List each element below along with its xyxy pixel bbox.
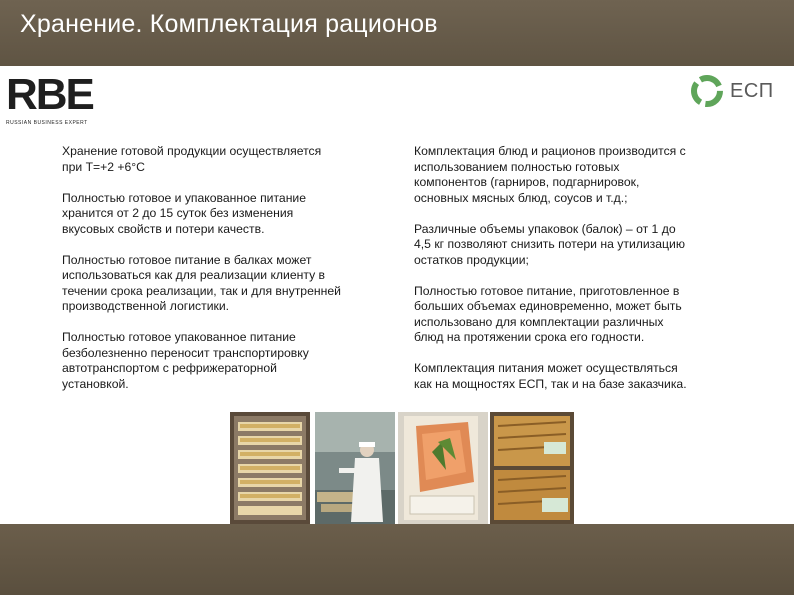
storage-temperature-line-1: Хранение готовой продукции осуществляется [62, 144, 322, 158]
logistics-line-1: Полностью готовое питание в балках может [62, 252, 312, 267]
bulk-cooking-line-2: больших объемах единовременно, может быть [414, 299, 682, 313]
photo-storage-racks [230, 412, 310, 524]
location-line-1: Комплектация питания может осуществляться [414, 361, 678, 375]
package-sizes-line-3: остатков продукции; [414, 252, 529, 267]
esp-logo [690, 72, 786, 110]
shelf-life-line-3: вкусовых свойств и потери качеств. [62, 221, 265, 236]
transport-line-1: Полностью готовое упакованное питание [62, 330, 296, 344]
right-text-column [414, 144, 774, 392]
transport-line-3: автотранспортом с рефрижераторной [62, 361, 277, 375]
left-text-column [62, 144, 407, 392]
components-line-1: Комплектация блюд и рационов производится с [414, 144, 686, 158]
storage-temperature-line-2: при Т=+2 +6°С [62, 159, 145, 174]
bulk-cooking-line-3: использовано для комплектации различных [414, 314, 664, 329]
header-bar [0, 0, 794, 66]
transport-line-2: безболезненно переносит транспортировку [62, 345, 309, 360]
photo-packaged-fish [398, 412, 488, 524]
location-line-2: как на мощностях ЕСП, так и на базе заказчика. [414, 376, 687, 391]
photo-kitchen-worker [315, 412, 395, 524]
photo-pastry-trays [490, 412, 574, 524]
footer-bar [0, 524, 794, 595]
esp-logo-text: ЕСП [730, 79, 774, 102]
package-sizes-line-2: 4,5 кг позволяют снизить потери на утилизацию [414, 237, 685, 251]
components-line-2: использованием полностью готовых [414, 159, 620, 174]
components-line-3: компонентов (гарниров, подгарнировок, [414, 175, 640, 189]
page-title: Хранение. Комплектация рационов [20, 10, 438, 38]
logistics-line-4: производственной логистики. [62, 299, 230, 313]
transport-line-4: установкой. [62, 376, 129, 391]
logistics-line-3: течении срока реализации, так и для внутренней [62, 283, 341, 298]
shelf-life-line-2: хранится от 2 до 15 суток без изменения [62, 206, 294, 220]
bulk-cooking-line-4: блюд на протяжении срока его годности. [414, 330, 645, 344]
rbe-logo [6, 70, 106, 130]
package-sizes-line-1: Различные объемы упаковок (балок) – от 1 до [414, 221, 676, 236]
bulk-cooking-line-1: Полностью готовое питание, приготовленное в [414, 283, 680, 298]
shelf-life-line-1: Полностью готовое и упакованное питание [62, 190, 307, 205]
logistics-line-2: использоваться как для реализации клиенту в [62, 268, 326, 282]
components-line-4: основных мясных блюд, соусов и т.д.; [414, 190, 628, 205]
esp-recycle-icon [690, 74, 724, 108]
rbe-logo-tagline: RUSSIAN BUSINESS EXPERT [6, 120, 88, 126]
rbe-logo-mark: RBE [6, 70, 93, 119]
